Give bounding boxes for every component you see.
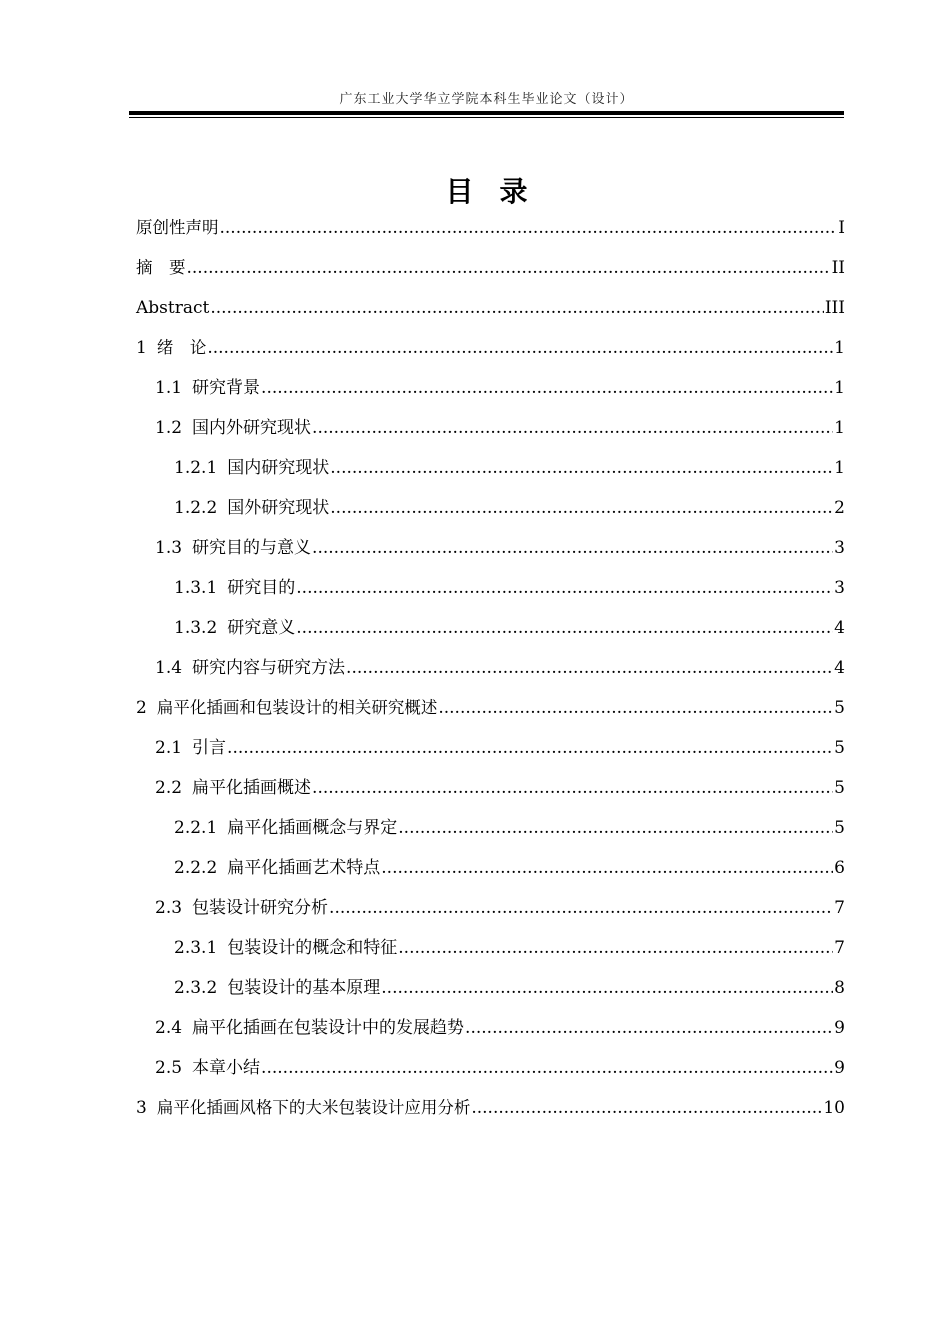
toc-entry-label: 国内外研究现状 <box>192 418 312 438</box>
toc-entry-number: 1.2 <box>155 418 183 438</box>
toc-entry-1-3[interactable] <box>136 536 845 576</box>
toc-entry-abstract-cn[interactable] <box>136 256 845 296</box>
toc-entry-1-1[interactable] <box>136 376 845 416</box>
toc-leader <box>465 1016 833 1040</box>
toc-entry-label: 扁平化插画风格下的大米包装设计应用分析 <box>156 1098 471 1117</box>
toc-page-number: 5 <box>834 778 845 798</box>
toc-page-number: 10 <box>823 1098 845 1118</box>
toc-entry-2-1[interactable] <box>136 736 845 776</box>
toc-entry-1-2-1[interactable] <box>136 456 845 496</box>
toc-leader <box>312 416 833 440</box>
toc-entry-number: 1.1 <box>155 378 183 398</box>
toc-page-number: 5 <box>834 738 845 758</box>
toc-entry-1-3-1[interactable] <box>136 576 845 616</box>
toc-entry-label: 本章小结 <box>192 1058 261 1078</box>
toc-leader <box>296 616 833 640</box>
toc-page-number: 7 <box>834 898 845 918</box>
toc-leader <box>381 976 833 1000</box>
toc-entry-label: 包装设计的概念和特征 <box>227 938 398 958</box>
toc-leader <box>261 1056 833 1080</box>
toc-entry-number: 2.3 <box>155 898 183 918</box>
toc-leader <box>398 936 833 960</box>
toc-page-number: 9 <box>834 1018 845 1038</box>
toc-page-number: 7 <box>834 938 845 958</box>
toc-entry-number: 1.3.2 <box>174 618 218 638</box>
toc-entry-abstract-en[interactable] <box>136 296 845 336</box>
toc-entry-1-2[interactable] <box>136 416 845 456</box>
toc-entry-1-4[interactable] <box>136 656 845 696</box>
toc-entry-label: 摘 要 <box>136 258 186 277</box>
toc-page-number: 2 <box>834 498 845 518</box>
toc-entry-number: 2.2.1 <box>174 818 218 838</box>
toc-entry-label: 研究目的 <box>227 578 296 598</box>
toc-entry-number: 2.3.1 <box>174 938 218 958</box>
toc-entry-label: 扁平化插画艺术特点 <box>227 858 381 878</box>
toc-entry-2-2-2[interactable] <box>136 856 845 896</box>
running-header: 广东工业大学华立学院本科生毕业论文（设计） <box>339 92 634 107</box>
toc-entry-number: 1 <box>136 338 147 358</box>
toc-entry-number: 2.3.2 <box>174 978 218 998</box>
toc-leader <box>312 776 833 800</box>
toc-leader <box>227 736 833 760</box>
toc-entry-chapter-2[interactable] <box>136 696 845 736</box>
toc-page-number: II <box>831 258 845 278</box>
toc-leader <box>398 816 833 840</box>
toc-entry-label: 研究内容与研究方法 <box>192 658 346 678</box>
toc-leader <box>220 216 838 240</box>
toc-page-number: 1 <box>834 338 845 358</box>
toc-entry-originality[interactable] <box>136 216 845 256</box>
header-rule-thick <box>129 111 844 115</box>
toc-page-number: 9 <box>834 1058 845 1078</box>
toc-leader <box>312 536 833 560</box>
toc-page-number: 6 <box>834 858 845 878</box>
toc-entry-number: 1.2.1 <box>174 458 218 478</box>
toc-page-number: III <box>824 298 845 318</box>
toc-page-number: 4 <box>834 618 845 638</box>
toc-entry-label: 包装设计研究分析 <box>192 898 329 918</box>
toc-entry-2-5[interactable] <box>136 1056 845 1096</box>
toc-entry-2-3-1[interactable] <box>136 936 845 976</box>
toc-page-number: 8 <box>834 978 845 998</box>
toc-entry-label: 研究意义 <box>227 618 296 638</box>
toc-entry-number: 2.4 <box>155 1018 183 1038</box>
toc-entry-2-3[interactable] <box>136 896 845 936</box>
toc-title: 目录 <box>445 175 554 208</box>
toc-leader <box>187 256 831 280</box>
toc-entry-2-3-2[interactable] <box>136 976 845 1016</box>
toc-entry-number: 3 <box>136 1098 147 1118</box>
toc-entry-label: 扁平化插画概述 <box>192 778 312 798</box>
toc-page-number: 4 <box>834 658 845 678</box>
toc-entry-2-2-1[interactable] <box>136 816 845 856</box>
toc-entry-number: 2 <box>136 698 147 718</box>
toc-entry-label: 包装设计的基本原理 <box>227 978 381 998</box>
toc-entry-label: 扁平化插画在包装设计中的发展趋势 <box>192 1018 465 1038</box>
toc-leader <box>438 696 833 720</box>
toc-page-number: 1 <box>834 378 845 398</box>
toc-page-number: 1 <box>834 458 845 478</box>
toc-entry-label: 原创性声明 <box>136 218 219 237</box>
toc-entry-number: 1.4 <box>155 658 183 678</box>
toc-entry-label: 扁平化插画概念与界定 <box>227 818 398 838</box>
toc-entry-number: 1.3.1 <box>174 578 218 598</box>
toc-entry-label: 研究背景 <box>192 378 261 398</box>
toc-entry-number: 2.2 <box>155 778 183 798</box>
toc-entry-number: 2.5 <box>155 1058 183 1078</box>
toc-entry-1-3-2[interactable] <box>136 616 845 656</box>
toc-leader <box>296 576 833 600</box>
toc-leader <box>261 376 833 400</box>
toc-entry-label: 引言 <box>192 738 227 758</box>
toc-entry-label: 国内研究现状 <box>227 458 330 478</box>
toc-page-number: 1 <box>834 418 845 438</box>
toc-leader <box>329 896 833 920</box>
toc-entry-number: 2.1 <box>155 738 183 758</box>
toc-page-number: 3 <box>834 538 845 558</box>
toc-page-number: 5 <box>834 818 845 838</box>
toc-leader <box>346 656 833 680</box>
header-rule-thin <box>129 117 844 118</box>
toc-entry-number: 2.2.2 <box>174 858 218 878</box>
toc-entry-label: 绪 论 <box>156 338 207 357</box>
toc-page-number: 3 <box>834 578 845 598</box>
toc-entry-chapter-1[interactable] <box>136 336 845 376</box>
toc-entry-label: 国外研究现状 <box>227 498 330 518</box>
toc-entry-chapter-3[interactable] <box>136 1096 845 1136</box>
toc-entry-number: 1.2.2 <box>174 498 218 518</box>
toc-leader <box>330 496 833 520</box>
toc-page-number: 5 <box>834 698 845 718</box>
toc-leader <box>381 856 833 880</box>
toc-entry-2-2[interactable] <box>136 776 845 816</box>
toc-entry-label: 扁平化插画和包装设计的相关研究概述 <box>156 698 438 717</box>
toc-leader <box>210 296 824 320</box>
toc-entry-1-2-2[interactable] <box>136 496 845 536</box>
table-of-contents <box>136 216 845 1136</box>
toc-entry-2-4[interactable] <box>136 1016 845 1056</box>
toc-entry-number: 1.3 <box>155 538 183 558</box>
toc-entry-label: 研究目的与意义 <box>192 538 312 558</box>
toc-leader <box>471 1096 822 1120</box>
toc-page-number: I <box>838 218 845 238</box>
toc-leader <box>330 456 833 480</box>
toc-leader <box>207 336 833 360</box>
toc-entry-label: Abstract <box>136 298 210 318</box>
